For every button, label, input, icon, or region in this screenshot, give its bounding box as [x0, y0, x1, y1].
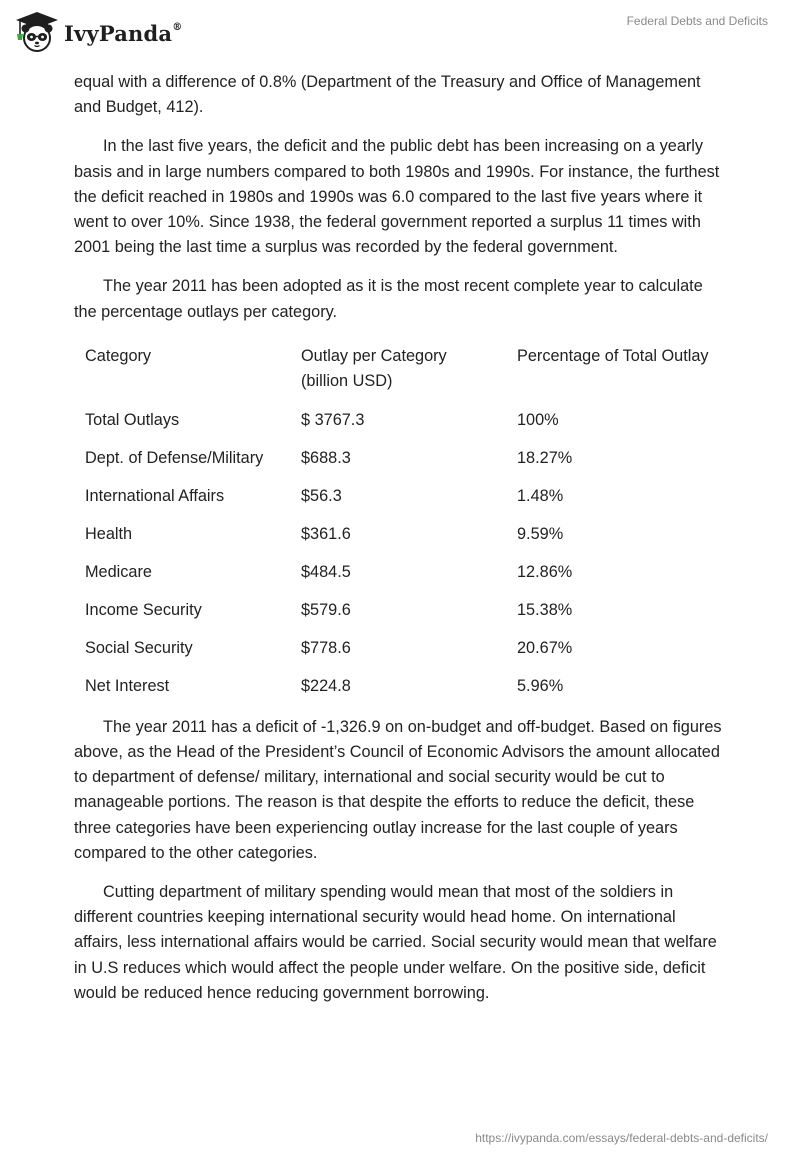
paragraph-4: The year 2011 has a deficit of -1,326.9 on on-budget and off-budget. Based on figures above, as the Head of the President’s Council of Economic Advisors the amount allocated to department of defense/ military, international and social security would be cut to manageable portions. The reason is that despite the efforts to reduce the deficit, these three categories have been experiencing outlay increase for the last couple of years compared to the other categories.: [74, 717, 722, 862]
paragraph-3: The year 2011 has been adopted as it is the most recent complete year to calculate the percentage outlays per category.: [74, 277, 703, 321]
table-row: [74, 441, 726, 479]
cell-outlay: $ 3767.3: [301, 410, 365, 429]
cell-outlay: $688.3: [301, 448, 351, 467]
cell-percentage: 15.38%: [517, 600, 573, 619]
cell-category: Health: [85, 524, 133, 543]
table-row: [74, 517, 726, 555]
table-header-row: [74, 339, 726, 403]
header-percentage: Percentage of Total Outlay: [517, 346, 709, 365]
document-title: Federal Debts and Deficits: [626, 14, 768, 28]
table-row: [74, 479, 726, 517]
cell-category: Social Security: [85, 638, 193, 657]
registered-mark: ®: [172, 21, 183, 33]
cell-percentage: 20.67%: [517, 638, 573, 657]
table-row: [74, 669, 726, 707]
ivypanda-logo[interactable]: [14, 10, 182, 54]
cell-category: Medicare: [85, 562, 152, 581]
panda-logo-icon: [14, 10, 60, 54]
page-header: [0, 0, 800, 62]
paragraph-2: In the last five years, the deficit and the public debt has been increasing on a yearly basis and in large numbers compared to both 1980s and 1990s. For instance, the furthest the deficit reached in 1980s and 1990s was 6.0 compared to the last five years where it went to over 10%. Since 1938, the federal government reported a surplus 11 times with 2001 being the last time a surplus was recorded by the federal government.: [74, 137, 720, 257]
cell-category: Income Security: [85, 600, 202, 619]
table-row: [74, 403, 726, 441]
essay-body: [74, 70, 726, 1020]
paragraph-1: equal with a difference of 0.8% (Department of the Treasury and Office of Management and Budget, 412).: [74, 73, 701, 117]
table-row: [74, 593, 726, 631]
cell-outlay: $778.6: [301, 638, 351, 657]
outlays-table: [74, 339, 726, 707]
logo-text: IvyPanda: [64, 20, 173, 46]
logo-wordmark: [64, 21, 182, 46]
cell-category: Dept. of Defense/Military: [85, 448, 264, 467]
paragraph-5: Cutting department of military spending would mean that most of the soldiers in different countries keeping international security would head home. On international affairs, less international affairs would be carried. Social security would mean that welfare in U.S reduces which would affect the people under welfare. On the positive side, deficit would be reduced hence reducing government borrowing.: [74, 883, 717, 1002]
cell-outlay: $224.8: [301, 676, 351, 695]
table-row: [74, 555, 726, 593]
cell-percentage: 100%: [517, 410, 559, 429]
cell-percentage: 12.86%: [517, 562, 573, 581]
cell-percentage: 18.27%: [517, 448, 573, 467]
cell-outlay: $579.6: [301, 600, 351, 619]
table-row: [74, 631, 726, 669]
cell-percentage: 9.59%: [517, 524, 564, 543]
cell-outlay: $484.5: [301, 562, 351, 581]
header-outlay: Outlay per Category (billion USD): [301, 346, 447, 390]
header-category: Category: [85, 346, 152, 365]
cell-category: Total Outlays: [85, 410, 180, 429]
cell-percentage: 5.96%: [517, 676, 564, 695]
cell-percentage: 1.48%: [517, 486, 564, 505]
cell-category: Net Interest: [85, 676, 170, 695]
source-url-link[interactable]: https://ivypanda.com/essays/federal-debts-and-deficits/: [475, 1131, 768, 1145]
cell-outlay: $56.3: [301, 486, 342, 505]
cell-outlay: $361.6: [301, 524, 351, 543]
cell-category: International Affairs: [85, 486, 225, 505]
